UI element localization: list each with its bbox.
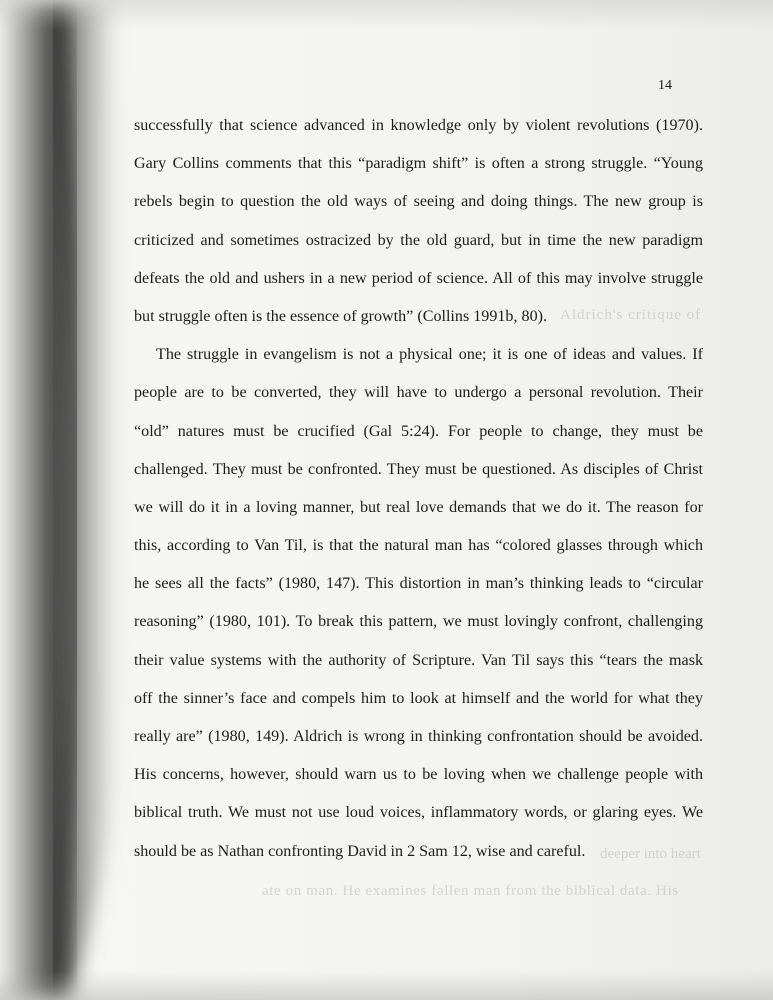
body-text: [134, 115, 703, 879]
bleed-through-text: Aldrich's critique of: [560, 307, 702, 323]
text-line: criticized and sometimes ostracized by the old guard, but in time the new paradigm: [134, 231, 703, 249]
text-line: really are” (1980, 149). Aldrich is wrong in thinking confrontation should be avoided.: [134, 728, 703, 745]
text-line: off the sinner’s face and compels him to look at himself and the world for what they: [134, 689, 703, 707]
text-line: this, according to Van Til, is that the natural man has “colored glasses through which: [134, 537, 703, 555]
text-line: their value systems with the authority of Scripture. Van Til says this “tears the mask: [134, 651, 703, 669]
text-line: should be as Nathan confronting David in 2 Sam 12, wise and careful.: [134, 842, 586, 860]
text-line: “old” natures must be crucified (Gal 5:24). For people to change, they must be: [134, 422, 703, 440]
text-line: defeats the old and ushers in a new period of science. All of this may involve struggle: [134, 269, 703, 287]
text-line: reasoning” (1980, 101). To break this pattern, we must lovingly confront, challenging: [134, 613, 703, 631]
text-line: but struggle often is the essence of growth” (Collins 1991b, 80).: [134, 307, 547, 325]
top-edge-shadow: [0, 0, 773, 30]
page-number: 14: [658, 78, 672, 93]
text-line: The struggle in evangelism is not a physical one; it is one of ideas and values. If: [156, 346, 703, 364]
bleed-through-text: ate on man. He examines fallen man from the biblical data. His: [262, 883, 679, 899]
text-line: he sees all the facts” (1980, 147). This distortion in man’s thinking leads to “circular: [134, 575, 703, 593]
text-line: challenged. They must be confronted. They must be questioned. As disciples of Christ: [134, 460, 703, 478]
text-line: biblical truth. We must not use loud voices, inflammatory words, or glaring eyes. We: [134, 804, 703, 822]
text-line: successfully that science advanced in knowledge only by violent revolutions (1970).: [134, 117, 703, 134]
text-line: rebels begin to question the old ways of seeing and doing things. The new group is: [134, 193, 703, 211]
text-line: we will do it in a loving manner, but real love demands that we do it. The reason for: [134, 498, 703, 516]
text-line: people are to be converted, they will have to undergo a personal revolution. Their: [134, 384, 703, 402]
text-line: Gary Collins comments that this “paradigm shift” is often a strong struggle. “Young: [134, 155, 703, 173]
text-line: His concerns, however, should warn us to be loving when we challenge people with: [134, 766, 703, 784]
bleed-through-text: deeper into heart: [600, 846, 701, 862]
binding-shadow: [0, 0, 150, 1000]
bottom-edge-shadow: [0, 970, 773, 1000]
